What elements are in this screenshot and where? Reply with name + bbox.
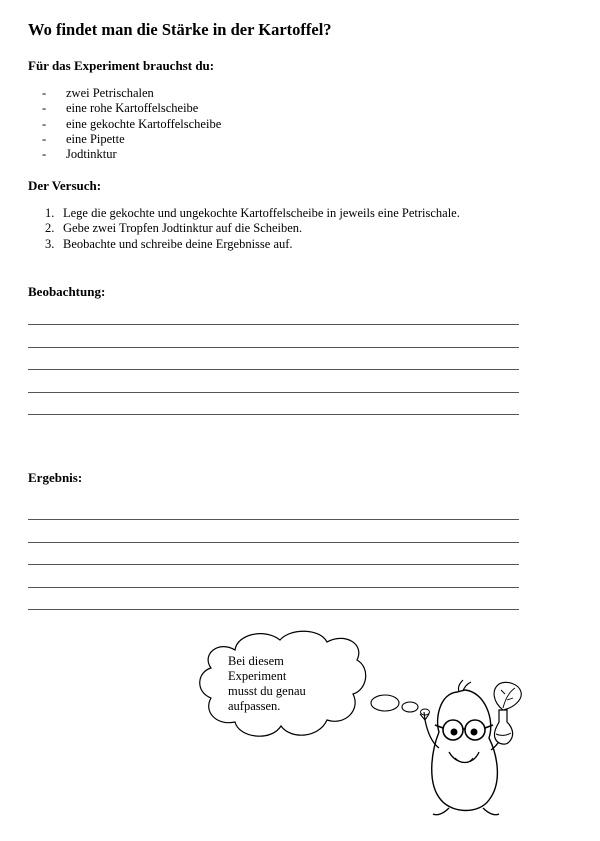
list-item [42,147,221,162]
bullet-dash: - [42,101,47,116]
experiment-steps [45,206,460,252]
step-text: Beobachte und schreibe deine Ergebnisse auf. [63,236,293,251]
materials-list [42,86,221,162]
observation-writing-line[interactable] [28,324,519,325]
bullet-dash: - [42,116,47,131]
observation-writing-line[interactable] [28,369,519,370]
list-item [45,221,460,236]
bullet-dash: - [42,86,47,100]
material-item-label: eine Pipette [66,131,125,146]
result-heading: Ergebnis: [28,470,83,485]
result-writing-line[interactable] [28,519,519,520]
step-number: 1. [45,206,55,220]
list-item [42,117,221,132]
result-writing-line[interactable] [28,542,519,543]
step-text: Lege die gekochte und ungekochte Kartoffelscheibe in jeweils eine Petrischale. [63,206,460,220]
step-number: 3. [45,236,55,251]
page-title: Wo findet man die Stärke in der Kartoffel? [28,20,332,39]
list-item [42,86,221,101]
step-number: 2. [45,221,55,236]
potato-mascot-illustration [405,672,530,822]
step-text: Gebe zwei Tropfen Jodtinktur auf die Scheiben. [63,221,303,236]
observation-heading: Beobachtung: [28,284,106,299]
list-item [45,237,460,252]
result-writing-line[interactable] [28,609,519,610]
list-item [45,206,460,221]
materials-heading: Für das Experiment brauchst du: [28,58,215,73]
material-item-label: eine gekochte Kartoffelscheibe [66,116,222,131]
material-item-label: eine rohe Kartoffelscheibe [66,101,199,116]
result-writing-line[interactable] [28,564,519,565]
observation-writing-line[interactable] [28,347,519,348]
experiment-heading: Der Versuch: [28,178,102,193]
result-writing-line[interactable] [28,587,519,588]
speech-bubble-text: Bei diesem Experiment musst du genau aufpassen. [228,654,306,713]
material-item-label: zwei Petrischalen [66,86,154,100]
material-item-label: Jodtinktur [66,147,117,162]
bullet-dash: - [42,131,47,146]
list-item [42,132,221,147]
list-item [42,101,221,116]
observation-writing-line[interactable] [28,414,519,415]
bullet-dash: - [42,147,47,162]
observation-writing-line[interactable] [28,392,519,393]
